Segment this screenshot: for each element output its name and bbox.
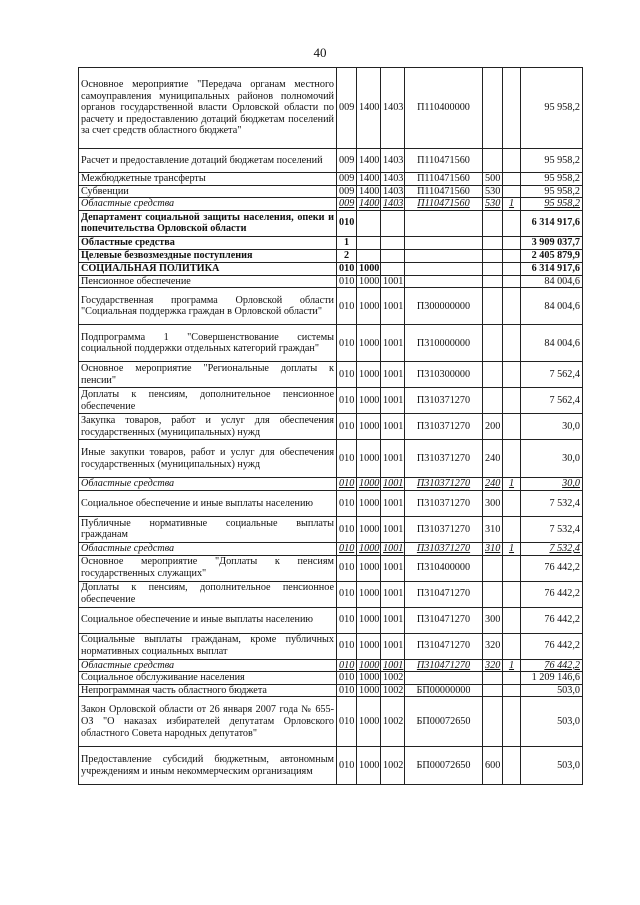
row-expense-type xyxy=(483,672,503,685)
row-amount: 503,0 xyxy=(521,697,583,747)
row-amount: 76 442,2 xyxy=(521,607,583,633)
row-name: Закупка товаров, работ и услуг для обеспечения государственных (муниципальных) нужд xyxy=(79,414,337,440)
row-target-code: П110471560 xyxy=(405,185,483,198)
row-amount: 95 958,2 xyxy=(521,198,583,211)
row-amount: 95 958,2 xyxy=(521,68,583,149)
page-number: 40 xyxy=(313,45,327,60)
row-subsection: 1001 xyxy=(381,490,405,516)
row-name: Областные средства xyxy=(79,542,337,555)
table-row xyxy=(79,490,583,516)
row-name: Межбюджетные трансферты xyxy=(79,173,337,186)
row-source xyxy=(503,275,521,288)
row-source xyxy=(503,362,521,388)
row-source xyxy=(503,325,521,362)
row-section: 1000 xyxy=(357,275,381,288)
row-expense-type xyxy=(483,684,503,697)
row-expense-type xyxy=(483,249,503,262)
row-expense-type xyxy=(483,697,503,747)
row-expense-type xyxy=(483,210,503,236)
row-grbs: 010 xyxy=(337,490,357,516)
row-source xyxy=(503,288,521,325)
row-target-code: БП00072650 xyxy=(405,747,483,785)
row-section xyxy=(357,210,381,236)
row-name: Доплаты к пенсиям, дополнительное пенсионное обеспечение xyxy=(79,581,337,607)
row-subsection: 1001 xyxy=(381,275,405,288)
row-subsection: 1001 xyxy=(381,478,405,491)
row-target-code: П310000000 xyxy=(405,325,483,362)
row-source xyxy=(503,555,521,581)
row-source xyxy=(503,516,521,542)
row-target-code: П310300000 xyxy=(405,362,483,388)
table-row xyxy=(79,672,583,685)
row-amount: 84 004,6 xyxy=(521,275,583,288)
row-subsection: 1001 xyxy=(381,659,405,672)
row-target-code: П310371270 xyxy=(405,516,483,542)
row-expense-type xyxy=(483,388,503,414)
row-source xyxy=(503,747,521,785)
row-expense-type: 240 xyxy=(483,440,503,478)
row-subsection: 1403 xyxy=(381,185,405,198)
row-section: 1400 xyxy=(357,173,381,186)
row-target-code: П300000000 xyxy=(405,288,483,325)
row-source xyxy=(503,672,521,685)
row-grbs: 010 xyxy=(337,607,357,633)
row-amount: 76 442,2 xyxy=(521,633,583,659)
row-subsection: 1403 xyxy=(381,198,405,211)
row-expense-type xyxy=(483,325,503,362)
row-target-code: БП00072650 xyxy=(405,697,483,747)
table-row xyxy=(79,68,583,149)
row-grbs: 1 xyxy=(337,236,357,249)
row-expense-type: 310 xyxy=(483,516,503,542)
row-name: Социальное обслуживание населения xyxy=(79,672,337,685)
row-amount: 7 562,4 xyxy=(521,362,583,388)
table-row xyxy=(79,697,583,747)
row-amount: 76 442,2 xyxy=(521,581,583,607)
row-subsection: 1001 xyxy=(381,555,405,581)
row-subsection: 1001 xyxy=(381,633,405,659)
row-amount: 6 314 917,6 xyxy=(521,262,583,275)
row-target-code xyxy=(405,210,483,236)
row-section: 1000 xyxy=(357,262,381,275)
row-target-code xyxy=(405,275,483,288)
row-target-code: П310471270 xyxy=(405,633,483,659)
row-target-code: П310471270 xyxy=(405,607,483,633)
row-amount: 84 004,6 xyxy=(521,325,583,362)
row-expense-type xyxy=(483,236,503,249)
row-target-code: П110471560 xyxy=(405,173,483,186)
row-subsection: 1001 xyxy=(381,581,405,607)
row-name: Доплаты к пенсиям, дополнительное пенсионное обеспечение xyxy=(79,388,337,414)
row-subsection xyxy=(381,262,405,275)
row-subsection: 1002 xyxy=(381,697,405,747)
row-source xyxy=(503,210,521,236)
row-source: 1 xyxy=(503,542,521,555)
table-row xyxy=(79,236,583,249)
row-subsection: 1001 xyxy=(381,388,405,414)
row-section: 1000 xyxy=(357,325,381,362)
row-grbs: 010 xyxy=(337,210,357,236)
row-name: Подпрограмма 1 "Совершенствование системы социальной поддержки отдельных категорий граждан" xyxy=(79,325,337,362)
row-target-code: П310371270 xyxy=(405,388,483,414)
row-section: 1000 xyxy=(357,542,381,555)
row-grbs: 010 xyxy=(337,262,357,275)
row-grbs: 010 xyxy=(337,414,357,440)
table-row xyxy=(79,288,583,325)
table-row xyxy=(79,581,583,607)
row-grbs: 009 xyxy=(337,185,357,198)
row-target-code: П110471560 xyxy=(405,198,483,211)
row-amount: 30,0 xyxy=(521,440,583,478)
row-subsection xyxy=(381,236,405,249)
row-name: Социальное обеспечение и иные выплаты населению xyxy=(79,607,337,633)
row-grbs: 010 xyxy=(337,659,357,672)
table-row xyxy=(79,542,583,555)
row-grbs: 010 xyxy=(337,478,357,491)
row-subsection: 1001 xyxy=(381,440,405,478)
table-row xyxy=(79,555,583,581)
row-amount: 503,0 xyxy=(521,684,583,697)
row-target-code: П110471560 xyxy=(405,149,483,173)
row-grbs: 010 xyxy=(337,747,357,785)
table-row xyxy=(79,275,583,288)
table-row xyxy=(79,747,583,785)
row-amount: 76 442,2 xyxy=(521,659,583,672)
row-name: Непрограммная часть областного бюджета xyxy=(79,684,337,697)
row-source xyxy=(503,490,521,516)
row-source xyxy=(503,414,521,440)
row-subsection: 1001 xyxy=(381,325,405,362)
row-grbs: 010 xyxy=(337,362,357,388)
row-name: Областные средства xyxy=(79,659,337,672)
row-grbs: 010 xyxy=(337,542,357,555)
row-section xyxy=(357,236,381,249)
row-source xyxy=(503,388,521,414)
row-section: 1000 xyxy=(357,516,381,542)
row-section: 1000 xyxy=(357,362,381,388)
row-section: 1400 xyxy=(357,185,381,198)
row-grbs: 010 xyxy=(337,275,357,288)
row-grbs: 010 xyxy=(337,684,357,697)
row-target-code: П310371270 xyxy=(405,478,483,491)
table-row xyxy=(79,149,583,173)
row-target-code xyxy=(405,672,483,685)
row-amount: 76 442,2 xyxy=(521,555,583,581)
row-amount: 7 532,4 xyxy=(521,542,583,555)
row-source xyxy=(503,633,521,659)
row-grbs: 009 xyxy=(337,173,357,186)
row-amount: 30,0 xyxy=(521,478,583,491)
row-section: 1000 xyxy=(357,490,381,516)
row-source: 1 xyxy=(503,198,521,211)
row-subsection: 1002 xyxy=(381,747,405,785)
row-name: Департамент социальной защиты населения, опеки и попечительства Орловской области xyxy=(79,210,337,236)
row-grbs: 009 xyxy=(337,149,357,173)
row-subsection: 1001 xyxy=(381,414,405,440)
row-expense-type: 530 xyxy=(483,185,503,198)
row-source xyxy=(503,185,521,198)
row-expense-type: 500 xyxy=(483,173,503,186)
row-grbs: 010 xyxy=(337,555,357,581)
row-amount: 6 314 917,6 xyxy=(521,210,583,236)
row-name: Закон Орловской области от 26 января 2007 года № 655-ОЗ "О наказах избирателей депутатам Орловского областного Совета народных депутатов" xyxy=(79,697,337,747)
row-name: Субвенции xyxy=(79,185,337,198)
row-grbs: 010 xyxy=(337,516,357,542)
row-section xyxy=(357,249,381,262)
row-target-code: П310371270 xyxy=(405,542,483,555)
row-grbs: 010 xyxy=(337,288,357,325)
row-source xyxy=(503,440,521,478)
row-name: СОЦИАЛЬНАЯ ПОЛИТИКА xyxy=(79,262,337,275)
row-expense-type xyxy=(483,288,503,325)
row-amount: 30,0 xyxy=(521,414,583,440)
row-source xyxy=(503,581,521,607)
row-subsection xyxy=(381,210,405,236)
row-name: Социальные выплаты гражданам, кроме публичных нормативных социальных выплат xyxy=(79,633,337,659)
table-row xyxy=(79,210,583,236)
row-grbs: 2 xyxy=(337,249,357,262)
row-section: 1000 xyxy=(357,672,381,685)
row-expense-type: 300 xyxy=(483,490,503,516)
row-source: 1 xyxy=(503,478,521,491)
row-name: Публичные нормативные социальные выплаты гражданам xyxy=(79,516,337,542)
row-subsection: 1002 xyxy=(381,684,405,697)
row-subsection: 1001 xyxy=(381,516,405,542)
row-amount: 95 958,2 xyxy=(521,149,583,173)
row-expense-type: 320 xyxy=(483,659,503,672)
table-row xyxy=(79,325,583,362)
row-name: Социальное обеспечение и иные выплаты населению xyxy=(79,490,337,516)
row-source xyxy=(503,173,521,186)
table-row xyxy=(79,185,583,198)
row-name: Областные средства xyxy=(79,478,337,491)
row-subsection: 1001 xyxy=(381,542,405,555)
row-subsection: 1001 xyxy=(381,362,405,388)
row-target-code: П310371270 xyxy=(405,490,483,516)
row-source xyxy=(503,149,521,173)
row-subsection: 1403 xyxy=(381,68,405,149)
table-row xyxy=(79,440,583,478)
row-expense-type xyxy=(483,362,503,388)
row-grbs: 009 xyxy=(337,68,357,149)
budget-table xyxy=(78,67,583,785)
row-grbs: 010 xyxy=(337,697,357,747)
row-amount: 7 532,4 xyxy=(521,490,583,516)
row-amount: 84 004,6 xyxy=(521,288,583,325)
row-section: 1000 xyxy=(357,555,381,581)
row-amount: 7 562,4 xyxy=(521,388,583,414)
row-target-code: БП00000000 xyxy=(405,684,483,697)
row-section: 1000 xyxy=(357,697,381,747)
row-source xyxy=(503,684,521,697)
row-source xyxy=(503,249,521,262)
table-row xyxy=(79,659,583,672)
row-target-code: П310371270 xyxy=(405,440,483,478)
row-section: 1000 xyxy=(357,747,381,785)
row-section: 1000 xyxy=(357,633,381,659)
table-row xyxy=(79,262,583,275)
row-expense-type: 310 xyxy=(483,542,503,555)
row-subsection xyxy=(381,249,405,262)
row-expense-type: 200 xyxy=(483,414,503,440)
row-name: Иные закупки товаров, работ и услуг для обеспечения государственных (муниципальных) нужд xyxy=(79,440,337,478)
row-target-code xyxy=(405,262,483,275)
row-name: Государственная программа Орловской области "Социальная поддержка граждан в Орловской области" xyxy=(79,288,337,325)
row-name: Пенсионное обеспечение xyxy=(79,275,337,288)
table-row xyxy=(79,362,583,388)
table-row xyxy=(79,198,583,211)
row-grbs: 010 xyxy=(337,440,357,478)
row-expense-type xyxy=(483,68,503,149)
row-target-code: П310471270 xyxy=(405,581,483,607)
row-expense-type xyxy=(483,555,503,581)
row-name: Областные средства xyxy=(79,236,337,249)
row-amount: 7 532,4 xyxy=(521,516,583,542)
row-target-code: П310400000 xyxy=(405,555,483,581)
row-source xyxy=(503,607,521,633)
row-subsection: 1403 xyxy=(381,149,405,173)
row-name: Расчет и предоставление дотаций бюджетам поселений xyxy=(79,149,337,173)
row-source: 1 xyxy=(503,659,521,672)
table-row xyxy=(79,607,583,633)
row-name: Основное мероприятие "Доплаты к пенсиям государственных служащих" xyxy=(79,555,337,581)
row-target-code: П310371270 xyxy=(405,414,483,440)
row-subsection: 1001 xyxy=(381,288,405,325)
row-source xyxy=(503,262,521,275)
row-target-code xyxy=(405,249,483,262)
row-subsection: 1403 xyxy=(381,173,405,186)
row-subsection: 1001 xyxy=(381,607,405,633)
row-expense-type xyxy=(483,149,503,173)
row-section: 1000 xyxy=(357,607,381,633)
table-row xyxy=(79,478,583,491)
table-row xyxy=(79,684,583,697)
row-name: Основное мероприятие "Региональные доплаты к пенсии" xyxy=(79,362,337,388)
row-section: 1000 xyxy=(357,478,381,491)
row-source xyxy=(503,697,521,747)
row-amount: 95 958,2 xyxy=(521,185,583,198)
row-name: Предоставление субсидий бюджетным, автономным учреждениям и иным некоммерческим организациям xyxy=(79,747,337,785)
row-target-code: П310471270 xyxy=(405,659,483,672)
row-grbs: 010 xyxy=(337,672,357,685)
row-grbs: 010 xyxy=(337,633,357,659)
row-expense-type: 530 xyxy=(483,198,503,211)
row-amount: 3 909 037,7 xyxy=(521,236,583,249)
row-subsection: 1002 xyxy=(381,672,405,685)
row-section: 1400 xyxy=(357,198,381,211)
row-target-code xyxy=(405,236,483,249)
row-name: Областные средства xyxy=(79,198,337,211)
table-row xyxy=(79,414,583,440)
row-section: 1400 xyxy=(357,68,381,149)
row-name: Целевые безвозмездные поступления xyxy=(79,249,337,262)
table-row xyxy=(79,173,583,186)
row-grbs: 010 xyxy=(337,581,357,607)
row-expense-type: 320 xyxy=(483,633,503,659)
row-expense-type xyxy=(483,275,503,288)
row-section: 1000 xyxy=(357,581,381,607)
row-grbs: 010 xyxy=(337,388,357,414)
row-amount: 95 958,2 xyxy=(521,173,583,186)
table-row xyxy=(79,249,583,262)
row-source xyxy=(503,236,521,249)
row-expense-type: 300 xyxy=(483,607,503,633)
row-source xyxy=(503,68,521,149)
row-section: 1000 xyxy=(357,684,381,697)
row-amount: 1 209 146,6 xyxy=(521,672,583,685)
row-amount: 503,0 xyxy=(521,747,583,785)
table-row xyxy=(79,516,583,542)
row-expense-type xyxy=(483,581,503,607)
row-section: 1000 xyxy=(357,388,381,414)
row-section: 1000 xyxy=(357,414,381,440)
table-row xyxy=(79,388,583,414)
row-section: 1400 xyxy=(357,149,381,173)
row-target-code: П110400000 xyxy=(405,68,483,149)
row-grbs: 010 xyxy=(337,325,357,362)
row-section: 1000 xyxy=(357,288,381,325)
table-row xyxy=(79,633,583,659)
row-name: Основное мероприятие "Передача органам местного самоуправления муниципальных районов полномочий органов государственной власти Орловской области по расчету и предоставлению дотаций бюджетам поселений за счет средств областного бюджета" xyxy=(79,68,337,149)
row-expense-type: 600 xyxy=(483,747,503,785)
row-amount: 2 405 879,9 xyxy=(521,249,583,262)
row-grbs: 009 xyxy=(337,198,357,211)
row-section: 1000 xyxy=(357,440,381,478)
row-expense-type xyxy=(483,262,503,275)
row-expense-type: 240 xyxy=(483,478,503,491)
row-section: 1000 xyxy=(357,659,381,672)
